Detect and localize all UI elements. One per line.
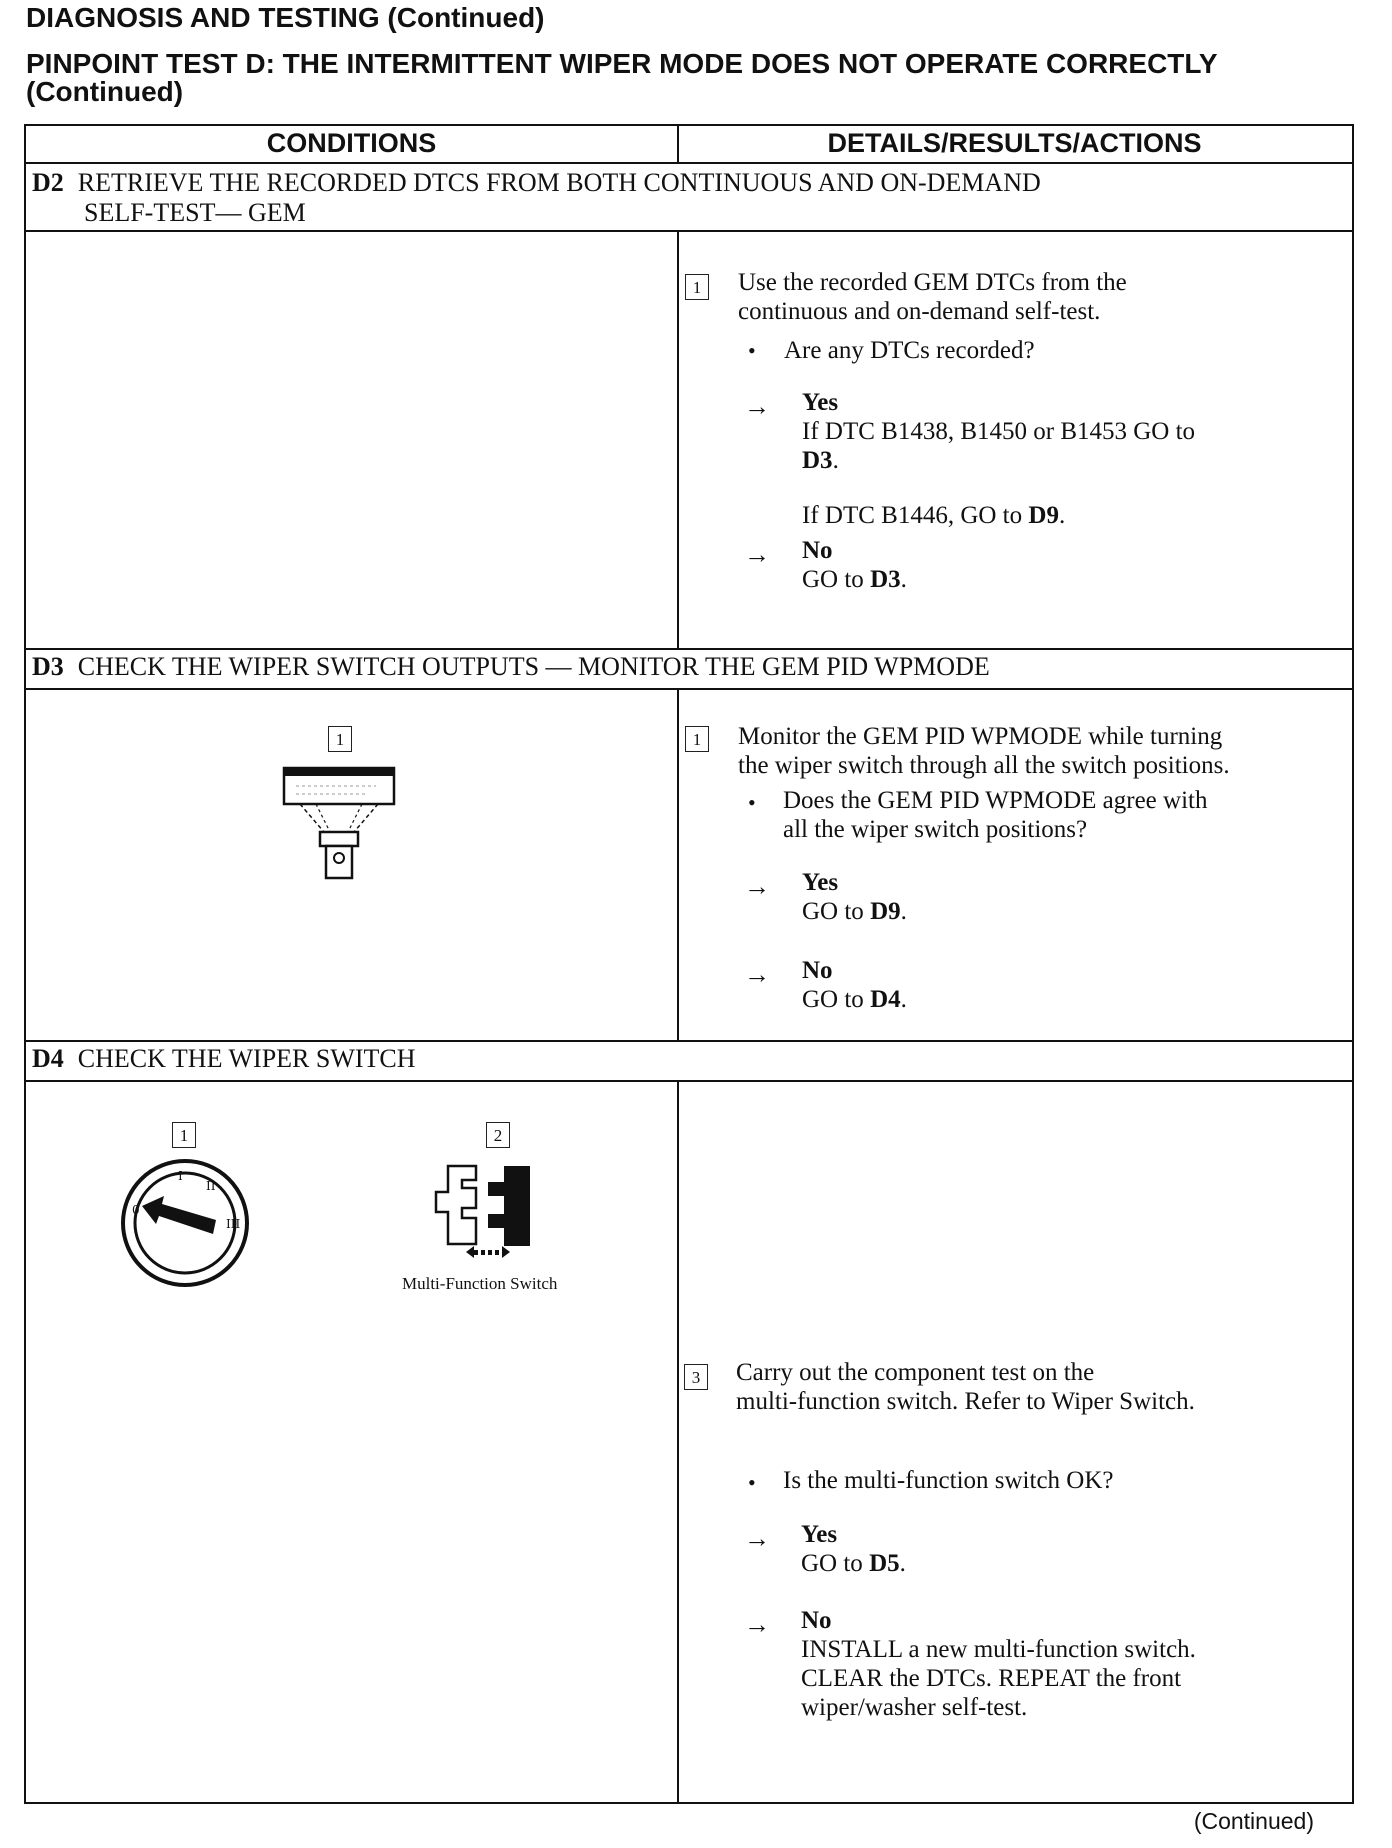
pinpoint-test-title-line1: PINPOINT TEST D: THE INTERMITTENT WIPER MODE DOES NOT OPERATE CORRECTLY: [26, 48, 1218, 79]
figure-number-box: 2: [486, 1122, 510, 1148]
d4-instruction-line2: multi-function switch. Refer to: [736, 1388, 1052, 1415]
wiper-switch-reference: Wiper Switch: [1051, 1388, 1189, 1415]
d4-no-result: [801, 1606, 1196, 1722]
ignition-switch-icon: [118, 1156, 252, 1290]
step-d2-title-line1: RETRIEVE THE RECORDED DTCS FROM BOTH CONTINUOUS AND ON-DEMAND: [77, 168, 1041, 197]
pinpoint-table: [24, 124, 1354, 1804]
d2-yes-target: D3: [802, 447, 833, 474]
arrow-right-icon: →: [744, 960, 770, 989]
arrow-right-icon: →: [744, 540, 770, 569]
connector-icon: [426, 1156, 546, 1260]
row-rule: [26, 162, 1352, 164]
d3-instruction-line2: the wiper switch through all the switch positions.: [738, 752, 1230, 779]
figure-number-box: 1: [328, 726, 352, 752]
details-header: DETAILS/RESULTS/ACTIONS: [827, 128, 1202, 158]
step-number-box: 1: [685, 726, 709, 752]
column-divider: [677, 1080, 679, 1802]
d2-yes-result: Yes If DTC B1438, B1450 or B1453 GO to D3. If DTC B1446, GO to D9.: [802, 389, 1196, 529]
d2-instruction-line2: continuous and on-demand self-test.: [738, 298, 1101, 325]
d3-instruction-line1: Monitor the GEM PID WPMODE while turning: [738, 723, 1223, 750]
row-rule: [26, 230, 1352, 232]
d2-no-result: No GO to D3.: [802, 537, 907, 593]
d4-yes-target: D5: [869, 1550, 900, 1577]
svg-text:II: II: [206, 1179, 216, 1193]
d4-question: Is the multi-function switch OK?: [783, 1467, 1114, 1494]
figure-number-box: 1: [172, 1122, 196, 1148]
row-rule: [26, 688, 1352, 690]
step-d2-title-line2: SELF-TEST— GEM: [84, 198, 306, 227]
d2-question: Are any DTCs recorded?: [784, 337, 1035, 364]
d4-yes-label: Yes: [801, 1521, 838, 1548]
svg-text:I: I: [178, 1169, 183, 1183]
svg-text:0: 0: [132, 1203, 140, 1217]
d3-yes-result: Yes GO to D9.: [802, 869, 907, 925]
step-d4-title-text: CHECK THE WIPER SWITCH: [77, 1044, 416, 1073]
scan-tool-connector-icon: [276, 762, 406, 892]
d3-yes-action: GO to: [802, 898, 871, 925]
row-rule: [26, 1080, 1352, 1082]
page-title: DIAGNOSIS AND TESTING (Continued): [26, 2, 545, 33]
step-d3-title-text: CHECK THE WIPER SWITCH OUTPUTS — MONITOR THE GEM PID WPMODE: [77, 652, 990, 681]
step-d2-title: [32, 168, 1041, 228]
arrow-right-icon: →: [744, 872, 770, 901]
step-number-box: 3: [684, 1364, 708, 1390]
d4-instruction-line1: Carry out the component test on the: [736, 1359, 1095, 1386]
bullet-icon: •: [748, 790, 756, 815]
step-number-box: 1: [685, 274, 709, 300]
bullet-icon: •: [748, 1470, 756, 1495]
d3-no-action: GO to: [802, 986, 871, 1013]
d3-no-label: No: [802, 957, 833, 984]
step-d4-title: [32, 1044, 416, 1074]
pinpoint-test-title-line2: (Continued): [26, 76, 184, 107]
d4-yes-result: Yes GO to D5.: [801, 1521, 906, 1577]
d2-yes-line1: If DTC B1438, B1450 or B1453 GO to: [802, 418, 1196, 445]
d2-yes-line2: If DTC B1446, GO to: [802, 502, 1029, 529]
conditions-header: CONDITIONS: [266, 128, 437, 158]
d3-question-line1: Does the GEM PID WPMODE agree with: [783, 787, 1208, 814]
svg-text:III: III: [226, 1217, 241, 1231]
arrow-right-icon: →: [744, 392, 770, 421]
arrow-right-icon: →: [744, 1610, 770, 1639]
d3-instruction: [738, 722, 1230, 780]
d4-no-line2: CLEAR the DTCs. REPEAT the front: [801, 1665, 1182, 1692]
column-divider: [677, 230, 679, 648]
d4-yes-action: GO to: [801, 1550, 870, 1577]
bullet-icon: •: [748, 338, 756, 363]
d3-question-line2: all the wiper switch positions?: [783, 816, 1088, 843]
row-rule: [26, 1040, 1352, 1042]
step-d2-id: D2: [32, 168, 64, 197]
step-d4-id: D4: [32, 1044, 64, 1073]
d2-yes-label: Yes: [802, 389, 839, 416]
continued-label: (Continued): [1193, 1808, 1314, 1834]
d4-no-line3: wiper/washer self-test.: [801, 1694, 1028, 1721]
pinpoint-test-title: [26, 50, 1218, 106]
d2-no-target: D3: [870, 566, 901, 593]
d4-no-line1: INSTALL a new multi-function switch.: [801, 1636, 1196, 1663]
d2-no-action: GO to: [802, 566, 871, 593]
row-rule: [26, 648, 1352, 650]
column-divider: [677, 688, 679, 1040]
d3-no-result: No GO to D4.: [802, 957, 907, 1013]
arrow-right-icon: →: [744, 1524, 770, 1553]
figure-caption: Multi-Function Switch: [402, 1274, 558, 1293]
step-d3-id: D3: [32, 652, 64, 681]
step-d3-title: [32, 652, 990, 682]
d3-yes-target: D9: [870, 898, 901, 925]
d3-yes-label: Yes: [802, 869, 839, 896]
d2-yes-target-2: D9: [1028, 502, 1059, 529]
d2-instruction: [738, 268, 1127, 326]
d3-question: [783, 786, 1207, 844]
d2-instruction-line1: Use the recorded GEM DTCs from the: [738, 269, 1127, 296]
d4-no-label: No: [801, 1607, 832, 1634]
header-divider: [677, 126, 679, 162]
d2-no-label: No: [802, 537, 833, 564]
d4-instruction: Carry out the component test on the multi-function switch. Refer to Wiper Switch.: [736, 1359, 1195, 1415]
d3-no-target: D4: [870, 986, 901, 1013]
